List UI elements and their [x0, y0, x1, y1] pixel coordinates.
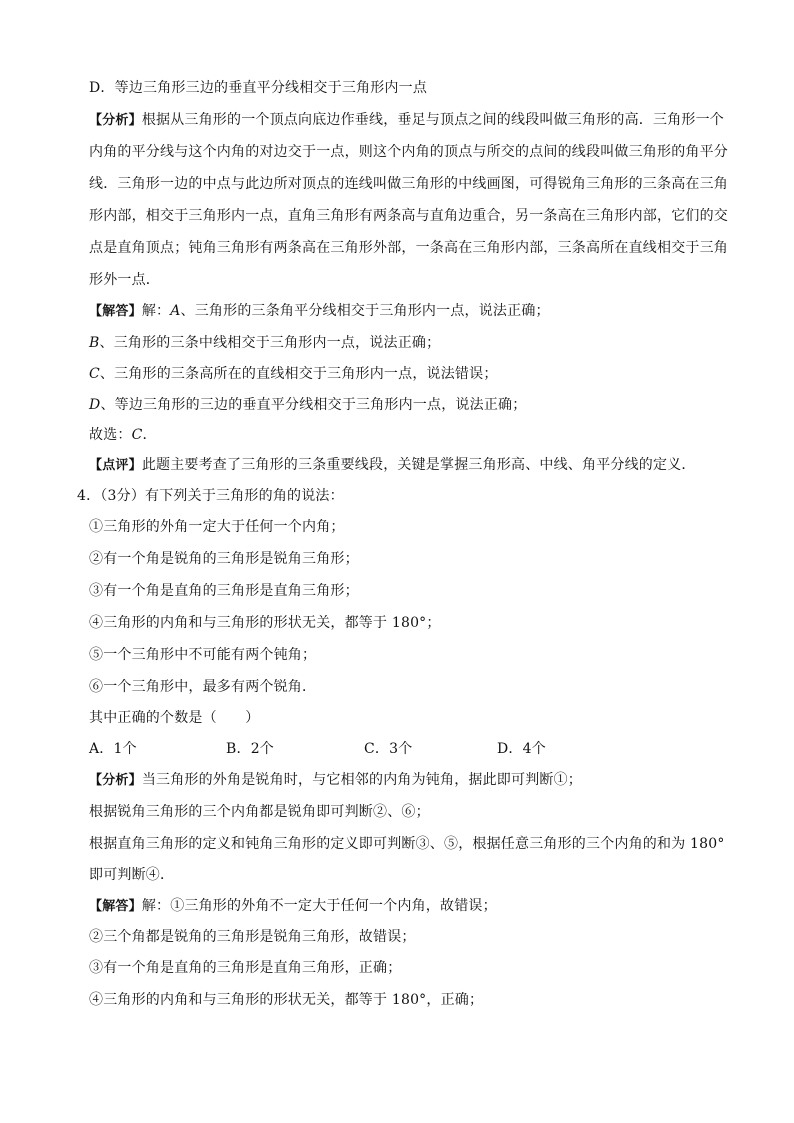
answer-text-b: 、三角形的三条中线相交于三角形内一点，说法正确； — [99, 335, 441, 351]
answer-letter-c: C — [89, 366, 100, 382]
q3-answer-line-c — [89, 364, 498, 384]
q3-analysis-line-6: 形外一点． — [89, 272, 160, 288]
q4-option-d: D．4个 — [497, 741, 546, 757]
choice-letter: C — [131, 427, 143, 443]
answer-text-d: 、等边三角形的三边的垂直平分线相交于三角形内一点，说法正确； — [100, 397, 527, 413]
q4-analysis-line-4: 即可判断④． — [89, 867, 175, 883]
q3-analysis-line-5: 点是直角顶点；钝角三角形有两条高在三角形外部，一条高在三角形内部，三条高所在直线相交于三角 — [89, 240, 728, 256]
q3-answer-line-d — [89, 395, 526, 415]
q4-statement-5: ⑤一个三角形中不可能有两个钝角； — [89, 647, 317, 663]
answer-tag: 【解答】 — [89, 304, 142, 319]
choice-suffix: ． — [142, 427, 157, 443]
q4-option-b: B．2个 — [226, 741, 274, 757]
q3-comment-line — [89, 455, 696, 476]
q4-statement-2: ②有一个角是锐角的三角形是锐角三角形； — [89, 551, 359, 567]
q4-statement-6: ⑥一个三角形中，最多有两个锐角． — [89, 679, 317, 695]
q4-answer-line-4: ④三角形的内角和与三角形的形状无关，都等于 180°，正确； — [89, 992, 484, 1008]
q4-analysis-line-3: 根据直角三角形的定义和钝角三角形的定义即可判断③、⑤，根据任意三角形的三个内角的和为 180° — [89, 836, 725, 852]
q4-analysis-line-1 — [89, 770, 582, 791]
answer-letter-d: D — [89, 397, 101, 413]
q4-answer-line-1 — [89, 896, 497, 917]
answer-text: 解：①三角形的外角不一定大于任何一个内角，故错误； — [141, 898, 497, 914]
comment-text: 此题主要考查了三角形的三条重要线段，关键是掌握三角形高、中线、角平分线的定义． — [141, 457, 696, 473]
q3-analysis-line-3: 线．三角形一边的中点与此边所对顶点的连线叫做三角形的中线画图，可得锐角三角形的三条高在三角 — [89, 176, 728, 192]
q4-answer-line-3: ③有一个角是直角的三角形是直角三角形，正确； — [89, 960, 402, 976]
q4-statement-1: ①三角形的外角一定大于任何一个内角； — [89, 519, 345, 535]
answer-letter-a: A — [170, 303, 181, 319]
answer-text-c: 、三角形的三条高所在的直线相交于三角形内一点，说法错误； — [99, 366, 498, 382]
q4-option-a: A．1个 — [89, 741, 137, 757]
q4-statement-3: ③有一个角是直角的三角形是直角三角形； — [89, 583, 359, 599]
q3-analysis-line-2: 内角的平分线与这个内角的对边交于一点，则这个内角的顶点与所交的点间的线段叫做三角形的角平分 — [89, 144, 728, 160]
q3-answer-line-a — [89, 301, 550, 322]
q4-analysis-line-2: 根据锐角三角形的三个内角都是锐角即可判断②、⑥； — [89, 804, 430, 820]
comment-tag: 【点评】 — [89, 458, 142, 473]
answer-letter-b: B — [89, 335, 100, 351]
answer-intro: 解： — [141, 303, 171, 319]
analysis-tag: 【分析】 — [89, 773, 142, 788]
q3-answer-line-b — [89, 333, 440, 353]
answer-text-a: 、三角形的三条角平分线相交于三角形内一点，说法正确； — [180, 303, 550, 319]
choice-prefix: 故选： — [89, 427, 132, 443]
q3-analysis-line-1 — [89, 110, 724, 131]
q4-stem: 4．（3分）有下列关于三角形的角的说法： — [77, 488, 344, 504]
analysis-tag: 【分析】 — [89, 113, 142, 128]
analysis-text: 根据从三角形的一个顶点向底边作垂线，垂足与顶点之间的线段叫做三角形的高．三角形一个 — [141, 112, 725, 128]
q4-option-c: C．3个 — [364, 741, 413, 757]
q3-option-d: D．等边三角形三边的垂直平分线相交于三角形内一点 — [89, 80, 428, 96]
analysis-text: 当三角形的外角是锐角时，与它相邻的内角为钝角，据此即可判断①； — [141, 772, 583, 788]
answer-tag: 【解答】 — [89, 899, 142, 914]
q4-answer-line-2: ②三个角都是锐角的三角形是锐角三角形，故错误； — [89, 929, 416, 945]
q3-choice-line — [89, 425, 157, 445]
q4-question: 其中正确的个数是（ ） — [89, 710, 260, 726]
q3-analysis-line-4: 形内部，相交于三角形内一点，直角三角形有两条高与直角边重合，另一条高在三角形内部，它们的交 — [89, 208, 728, 224]
q4-statement-4: ④三角形的内角和与三角形的形状无关，都等于 180°； — [89, 615, 441, 631]
